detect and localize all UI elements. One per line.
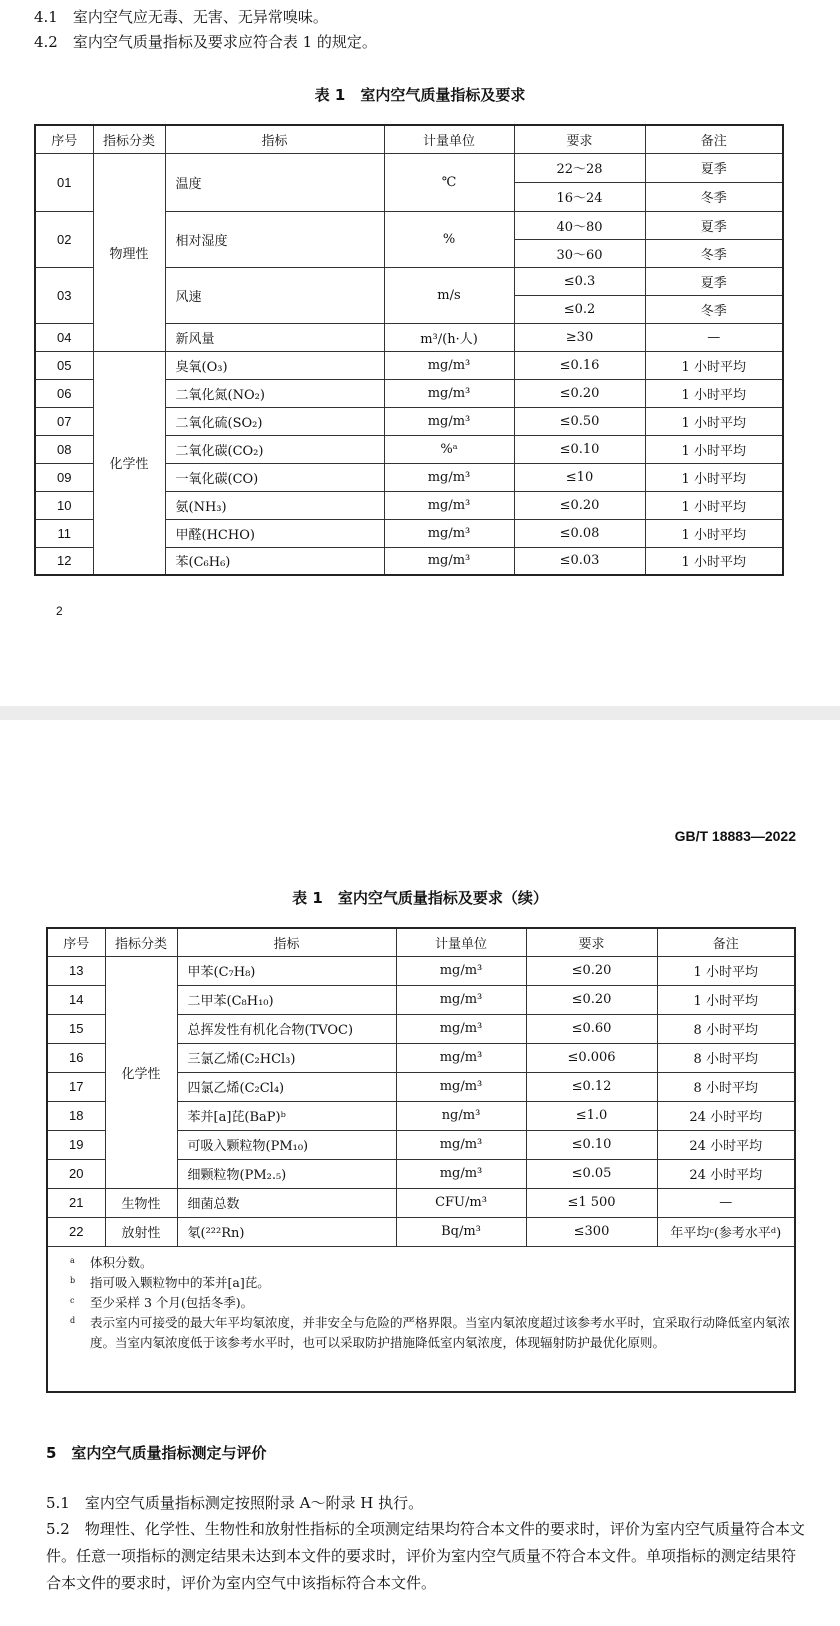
category-bio: 生物性 — [105, 1188, 177, 1217]
note: 1 小时平均 — [645, 491, 783, 519]
standard-code: GB/T 18883—2022 — [674, 828, 796, 844]
header-indicator: 指标 — [165, 125, 384, 153]
row-no: 21 — [47, 1188, 105, 1217]
unit: m/s — [384, 267, 514, 323]
unit: mg/m³ — [384, 547, 514, 575]
indicator: 三氯乙烯(C₂HCl₃) — [177, 1043, 396, 1072]
requirement: ≤1.0 — [526, 1101, 657, 1130]
requirement: ≤0.10 — [526, 1130, 657, 1159]
note: 1 小时平均 — [645, 435, 783, 463]
unit: mg/m³ — [396, 1043, 526, 1072]
requirement: 40～80 — [514, 211, 645, 239]
indicator: 苯并[a]芘(BaP)ᵇ — [177, 1101, 396, 1130]
unit: mg/m³ — [384, 379, 514, 407]
unit: mg/m³ — [384, 351, 514, 379]
row-no: 04 — [35, 323, 93, 351]
row-no: 17 — [47, 1072, 105, 1101]
indicator: 可吸入颗粒物(PM₁₀) — [177, 1130, 396, 1159]
requirement: ≤0.20 — [514, 491, 645, 519]
table-row — [47, 956, 795, 985]
clause-4-1: 4.1 室内空气应无毒、无害、无异常嗅味。 — [34, 8, 328, 26]
indicator: 四氯乙烯(C₂Cl₄) — [177, 1072, 396, 1101]
note: 24 小时平均 — [657, 1130, 795, 1159]
row-no: 16 — [47, 1043, 105, 1072]
indicator: 温度 — [165, 153, 384, 211]
row-no: 12 — [35, 547, 93, 575]
requirement: ≤0.16 — [514, 351, 645, 379]
indicator: 一氧化碳(CO) — [165, 463, 384, 491]
requirement: 16～24 — [514, 182, 645, 211]
unit: Bq/m³ — [396, 1217, 526, 1246]
table1-caption: 表 1 室内空气质量指标及要求 — [314, 86, 526, 104]
row-no: 18 — [47, 1101, 105, 1130]
header-no: 序号 — [47, 928, 105, 956]
table-row — [35, 351, 783, 379]
header-category: 指标分类 — [105, 928, 177, 956]
requirement: ≤0.2 — [514, 295, 645, 323]
table-header-row — [35, 125, 783, 153]
unit: ℃ — [384, 153, 514, 211]
header-unit: 计量单位 — [396, 928, 526, 956]
row-no: 02 — [35, 211, 93, 267]
indicator: 细菌总数 — [177, 1188, 396, 1217]
indicator: 风速 — [165, 267, 384, 323]
row-no: 05 — [35, 351, 93, 379]
requirement: ≤0.3 — [514, 267, 645, 295]
requirement: ≤0.03 — [514, 547, 645, 575]
note: 冬季 — [645, 295, 783, 323]
note: 冬季 — [645, 239, 783, 267]
clause-5-2: 5.2 物理性、化学性、生物性和放射性指标的全项测定结果均符合本文件的要求时，评价为室内空气质量符合本文件。任意一项指标的测定结果未达到本文件的要求时，评价为室内空气质量不符合本文件。单项指标的测定结果符合本文件的要求时，评价为室内空气中该指标符合本文件。 — [46, 1520, 805, 1592]
note: 1 小时平均 — [645, 463, 783, 491]
header-note: 备注 — [645, 125, 783, 153]
requirement: ≤0.10 — [514, 435, 645, 463]
indicator: 细颗粒物(PM₂.₅) — [177, 1159, 396, 1188]
note: 24 小时平均 — [657, 1159, 795, 1188]
note: 8 小时平均 — [657, 1043, 795, 1072]
indicator: 臭氧(O₃) — [165, 351, 384, 379]
requirement: ≥30 — [514, 323, 645, 351]
section-5-title: 5 室内空气质量指标测定与评价 — [46, 1444, 267, 1462]
indicator: 苯(C₆H₆) — [165, 547, 384, 575]
requirement: ≤0.20 — [526, 956, 657, 985]
category-radio: 放射性 — [105, 1217, 177, 1246]
requirement: ≤0.05 — [526, 1159, 657, 1188]
row-no: 08 — [35, 435, 93, 463]
header-requirement: 要求 — [526, 928, 657, 956]
indicator: 相对湿度 — [165, 211, 384, 267]
header-indicator: 指标 — [177, 928, 396, 956]
category-physical: 物理性 — [93, 153, 165, 351]
indicator: 甲苯(C₇H₈) — [177, 956, 396, 985]
unit: %ᵃ — [384, 435, 514, 463]
note: 夏季 — [645, 267, 783, 295]
table-row — [47, 1217, 795, 1246]
row-no: 15 — [47, 1014, 105, 1043]
unit: mg/m³ — [396, 985, 526, 1014]
note: 1 小时平均 — [645, 407, 783, 435]
row-no: 07 — [35, 407, 93, 435]
row-no: 06 — [35, 379, 93, 407]
unit: CFU/m³ — [396, 1188, 526, 1217]
requirement: ≤0.08 — [514, 519, 645, 547]
table1-continued — [46, 927, 796, 1393]
table1 — [34, 124, 784, 576]
table-row — [47, 1188, 795, 1217]
page-number: 2 — [56, 604, 63, 618]
unit: mg/m³ — [384, 463, 514, 491]
table-header-row — [47, 928, 795, 956]
category-chemical: 化学性 — [105, 956, 177, 1188]
indicator: 氨(NH₃) — [165, 491, 384, 519]
header-category: 指标分类 — [93, 125, 165, 153]
note: 夏季 — [645, 153, 783, 182]
header-requirement: 要求 — [514, 125, 645, 153]
note: — — [657, 1188, 795, 1217]
row-no: 14 — [47, 985, 105, 1014]
requirement: ≤1 500 — [526, 1188, 657, 1217]
row-no: 19 — [47, 1130, 105, 1159]
unit: mg/m³ — [396, 956, 526, 985]
unit: mg/m³ — [384, 407, 514, 435]
indicator: 新风量 — [165, 323, 384, 351]
header-no: 序号 — [35, 125, 93, 153]
unit: mg/m³ — [396, 1014, 526, 1043]
row-no: 11 — [35, 519, 93, 547]
requirement: ≤10 — [514, 463, 645, 491]
unit: mg/m³ — [384, 519, 514, 547]
page-separator — [0, 706, 840, 720]
note: 1 小时平均 — [657, 985, 795, 1014]
requirement: 22～28 — [514, 153, 645, 182]
indicator: 二氧化氮(NO₂) — [165, 379, 384, 407]
row-no: 20 — [47, 1159, 105, 1188]
note: 年平均ᶜ(参考水平ᵈ) — [657, 1217, 795, 1246]
requirement: ≤0.006 — [526, 1043, 657, 1072]
row-no: 10 — [35, 491, 93, 519]
note: 8 小时平均 — [657, 1072, 795, 1101]
footnotes-cell: a 体积分数。 b 指可吸入颗粒物中的苯并[a]芘。 c 至少采样 3 个月(包括冬季)。 d 表示室内可接受的最大年平均氡浓度，并非安全与危险的严格界限。当室内氡浓度超过该参考水平时，宜采取行动降低室内氡浓度。当室内氡浓度低于该参考水平时，也可以采取防护措施降低室内氡浓度，体现辐射防护最优化原则。 — [47, 1246, 795, 1392]
unit: m³/(h·人) — [384, 323, 514, 351]
header-unit: 计量单位 — [384, 125, 514, 153]
note: 夏季 — [645, 211, 783, 239]
unit: mg/m³ — [396, 1130, 526, 1159]
note: 1 小时平均 — [645, 351, 783, 379]
row-no: 01 — [35, 153, 93, 211]
indicator: 氡(²²²Rn) — [177, 1217, 396, 1246]
note: 冬季 — [645, 182, 783, 211]
category-chemical: 化学性 — [93, 351, 165, 575]
requirement: ≤0.20 — [526, 985, 657, 1014]
indicator: 二甲苯(C₈H₁₀) — [177, 985, 396, 1014]
note: 1 小时平均 — [657, 956, 795, 985]
table1-cont-caption: 表 1 室内空气质量指标及要求（续） — [292, 889, 548, 907]
note: 8 小时平均 — [657, 1014, 795, 1043]
requirement: ≤300 — [526, 1217, 657, 1246]
indicator: 二氧化碳(CO₂) — [165, 435, 384, 463]
requirement: 30～60 — [514, 239, 645, 267]
note: — — [645, 323, 783, 351]
footnotes-row — [47, 1246, 795, 1392]
header-note: 备注 — [657, 928, 795, 956]
row-no: 03 — [35, 267, 93, 323]
row-no: 22 — [47, 1217, 105, 1246]
requirement: ≤0.12 — [526, 1072, 657, 1101]
unit: % — [384, 211, 514, 267]
unit: mg/m³ — [384, 491, 514, 519]
unit: mg/m³ — [396, 1159, 526, 1188]
indicator: 甲醛(HCHO) — [165, 519, 384, 547]
requirement: ≤0.60 — [526, 1014, 657, 1043]
row-no: 13 — [47, 956, 105, 985]
indicator: 二氧化硫(SO₂) — [165, 407, 384, 435]
indicator: 总挥发性有机化合物(TVOC) — [177, 1014, 396, 1043]
clause-4-2: 4.2 室内空气质量指标及要求应符合表 1 的规定。 — [34, 33, 377, 51]
note: 1 小时平均 — [645, 519, 783, 547]
clause-5-1: 5.1 室内空气质量指标测定按照附录 A～附录 H 执行。 — [46, 1494, 424, 1512]
unit: ng/m³ — [396, 1101, 526, 1130]
note: 1 小时平均 — [645, 547, 783, 575]
requirement: ≤0.50 — [514, 407, 645, 435]
table-row — [35, 153, 783, 182]
row-no: 09 — [35, 463, 93, 491]
unit: mg/m³ — [396, 1072, 526, 1101]
note: 1 小时平均 — [645, 379, 783, 407]
requirement: ≤0.20 — [514, 379, 645, 407]
note: 24 小时平均 — [657, 1101, 795, 1130]
